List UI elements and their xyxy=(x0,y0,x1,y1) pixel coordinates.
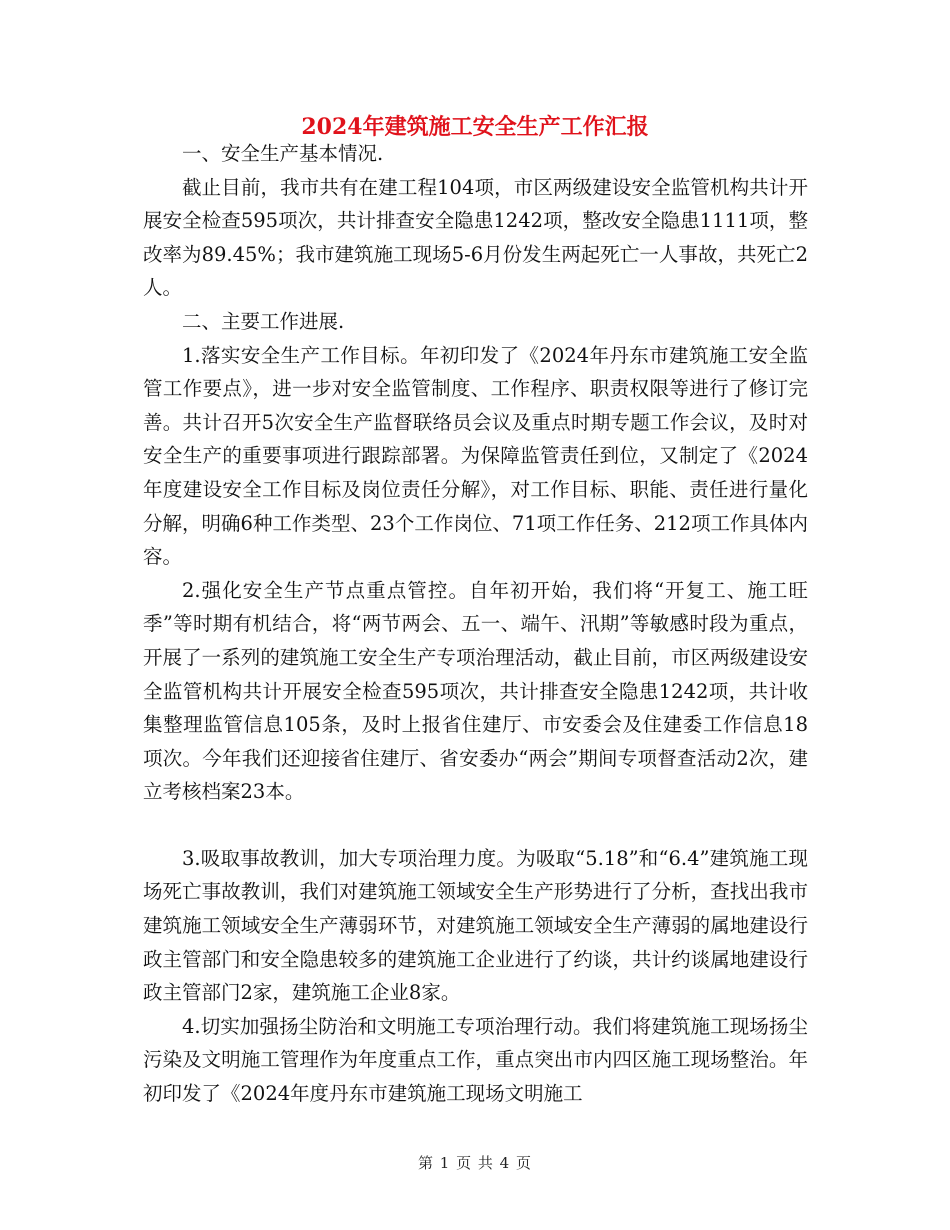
document-title: 2024年建筑施工安全生产工作汇报 xyxy=(301,114,649,140)
paragraph-item-2: 2.强化安全生产节点重点管控。自年初开始，我们将“开复工、施工旺季”等时期有机结合，将“两节两会、五一、端午、汛期”等敏感时段为重点，开展了一系列的建筑施工安全生产专项治理活动，截止目前，市区两级建设安全监管机构共计开展安全检查595项次，共计排查安全隐患1242项，共计收集整理监管信息105条，及时上报省住建厅、市安委会及住建委工作信息18项次。今年我们还迎接省住建厅、省安委办“两会”期间专项督查活动2次，建立考核档案23本。 xyxy=(143,578,808,804)
section-heading-work-progress: 二、主要工作进展. xyxy=(182,309,345,333)
paragraph-item-4: 4.切实加强扬尘防治和文明施工专项治理行动。我们将建筑施工现场扬尘污染及文明施工管理作为年度重点工作，重点突出市内四区施工现场整治。年初印发了《2024年度丹东市建筑施工现场文明施工 xyxy=(143,1014,808,1106)
page-footer: 第 1 页 共 4 页 xyxy=(418,1154,532,1172)
paragraph-basic-situation: 截止目前，我市共有在建工程104项，市区两级建设安全监管机构共计开展安全检查595项次，共计排查安全隐患1242项，整改安全隐患1111项，整改率为89.45%；我市建筑施工现场5-6月份发生两起死亡一人事故，共死亡2人。 xyxy=(143,175,808,300)
paragraph-item-1: 1.落实安全生产工作目标。年初印发了《2024年丹东市建筑施工安全监管工作要点》，进一步对安全监管制度、工作程序、职责权限等进行了修订完善。共计召开5次安全生产监督联络员会议及重点时期专题工作会议，及时对安全生产的重要事项进行跟踪部署。为保障监管责任到位，又制定了《2024年度建设安全工作目标及岗位责任分解》，对工作目标、职能、责任进行量化分解，明确6种工作类型、23个工作岗位、71项工作任务、212项工作具体内容。 xyxy=(143,343,808,569)
section-heading-basic-situation: 一、安全生产基本情况. xyxy=(182,142,384,165)
document-body xyxy=(143,137,808,1111)
paragraph-item-3: 3.吸取事故教训，加大专项治理力度。为吸取“5.18”和“6.4”建筑施工现场死亡事故教训，我们对建筑施工领域安全生产形势进行了分析，查找出我市建筑施工领域安全生产薄弱环节，对建筑施工领域安全生产薄弱的属地建设行政主管部门和安全隐患较多的建筑施工企业进行了约谈，共计约谈属地建设行政主管部门2家，建筑施工企业8家。 xyxy=(143,846,808,1005)
paragraph-gap xyxy=(143,809,808,842)
